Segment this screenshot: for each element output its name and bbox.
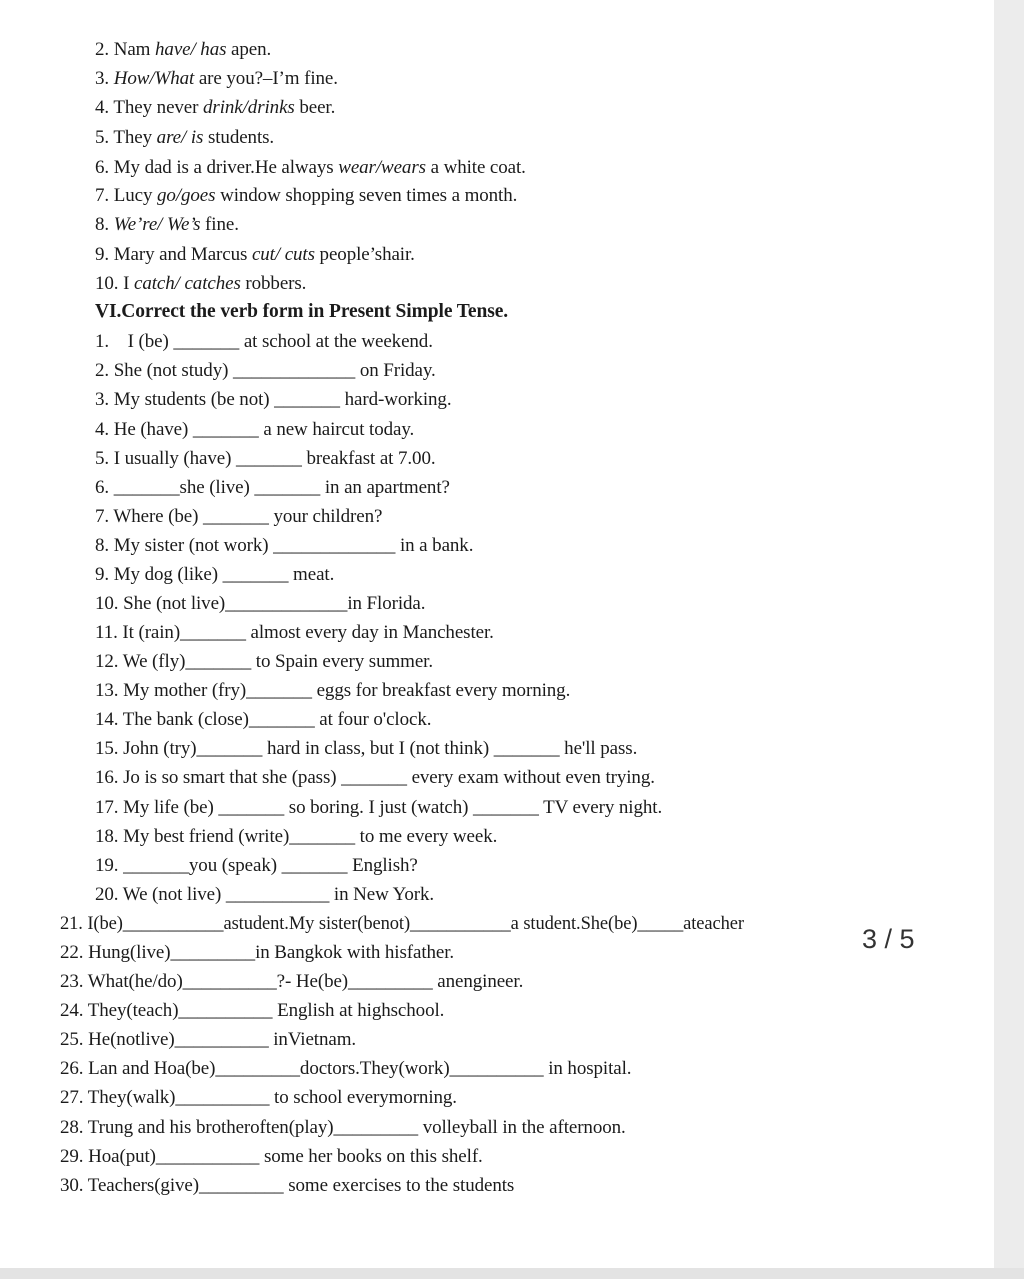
viewer-edge-right: [994, 0, 1024, 1279]
list-item: 5. I usually (have) _______ breakfast at 7.00.: [95, 448, 436, 469]
list-item: 4. He (have) _______ a new haircut today.: [95, 419, 415, 440]
list-item: 6. My dad is a driver.He always wear/wears a white coat.: [95, 157, 526, 178]
list-item: 16. Jo is so smart that she (pass) _______ every exam without even trying.: [95, 767, 655, 788]
list-item: 9. Mary and Marcus cut/ cuts people’shair.: [95, 244, 415, 265]
list-item: 1. I (be) _______ at school at the weekend.: [95, 331, 433, 352]
list-item: 9. My dog (like) _______ meat.: [95, 564, 335, 585]
list-item: 26. Lan and Hoa(be)_________doctors.They(work)__________ in hospital.: [60, 1058, 632, 1079]
list-item: 30. Teachers(give)_________ some exercises to the students: [60, 1175, 515, 1196]
list-item: 3. My students (be not) _______ hard-working.: [95, 389, 452, 410]
list-item: 4. They never drink/drinks beer.: [95, 97, 336, 118]
section-title: VI.Correct the verb form in Present Simple Tense.: [95, 301, 509, 322]
list-item: 28. Trung and his brotheroften(play)_________ volleyball in the afternoon.: [60, 1117, 626, 1138]
list-item: 18. My best friend (write)_______ to me every week.: [95, 826, 498, 847]
list-item: 8. My sister (not work) _____________ in a bank.: [95, 535, 474, 556]
list-item: 13. My mother (fry)_______ eggs for breakfast every morning.: [95, 680, 571, 701]
list-item: 15. John (try)_______ hard in class, but I (not think) _______ he'll pass.: [95, 738, 638, 759]
list-item: 24. They(teach)__________ English at highschool.: [60, 1000, 445, 1021]
list-item: 7. Where (be) _______ your children?: [95, 506, 383, 527]
viewer-edge-bottom: [0, 1268, 1024, 1279]
list-item: 3. How/What are you?–I’m fine.: [95, 68, 338, 89]
list-item: 8. We’re/ We’s fine.: [95, 214, 239, 235]
list-item: 5. They are/ is students.: [95, 127, 275, 148]
list-item: 27. They(walk)__________ to school everymorning.: [60, 1087, 457, 1108]
list-item: 7. Lucy go/goes window shopping seven times a month.: [95, 185, 518, 206]
list-item: 12. We (fly)_______ to Spain every summer.: [95, 651, 433, 672]
list-item: 10. She (not live)_____________in Florida.: [95, 593, 426, 614]
list-item: 22. Hung(live)_________in Bangkok with hisfather.: [60, 942, 455, 963]
list-item: 6. _______she (live) _______ in an apartment?: [95, 477, 450, 498]
list-item: 2. Nam have/ has apen.: [95, 39, 272, 60]
list-item: 25. He(notlive)__________ inVietnam.: [60, 1029, 357, 1050]
list-item: 2. She (not study) _____________ on Friday.: [95, 360, 436, 381]
list-item: 14. The bank (close)_______ at four o'clock.: [95, 709, 432, 730]
page-counter: 3 / 5: [862, 924, 915, 954]
list-item: 29. Hoa(put)___________ some her books on this shelf.: [60, 1146, 483, 1167]
list-item: 20. We (not live) ___________ in New York.: [95, 884, 435, 905]
list-item: 17. My life (be) _______ so boring. I just (watch) _______ TV every night.: [95, 797, 663, 818]
list-item: 21. I(be)___________astudent.My sister(benot)___________a student.She(be)_____ateacher: [60, 914, 744, 934]
list-item: 23. What(he/do)__________?- He(be)_________ anengineer.: [60, 971, 524, 992]
list-item: 11. It (rain)_______ almost every day in Manchester.: [95, 622, 494, 643]
list-item: 19. _______you (speak) _______ English?: [95, 855, 418, 876]
list-item: 10. I catch/ catches robbers.: [95, 273, 307, 294]
